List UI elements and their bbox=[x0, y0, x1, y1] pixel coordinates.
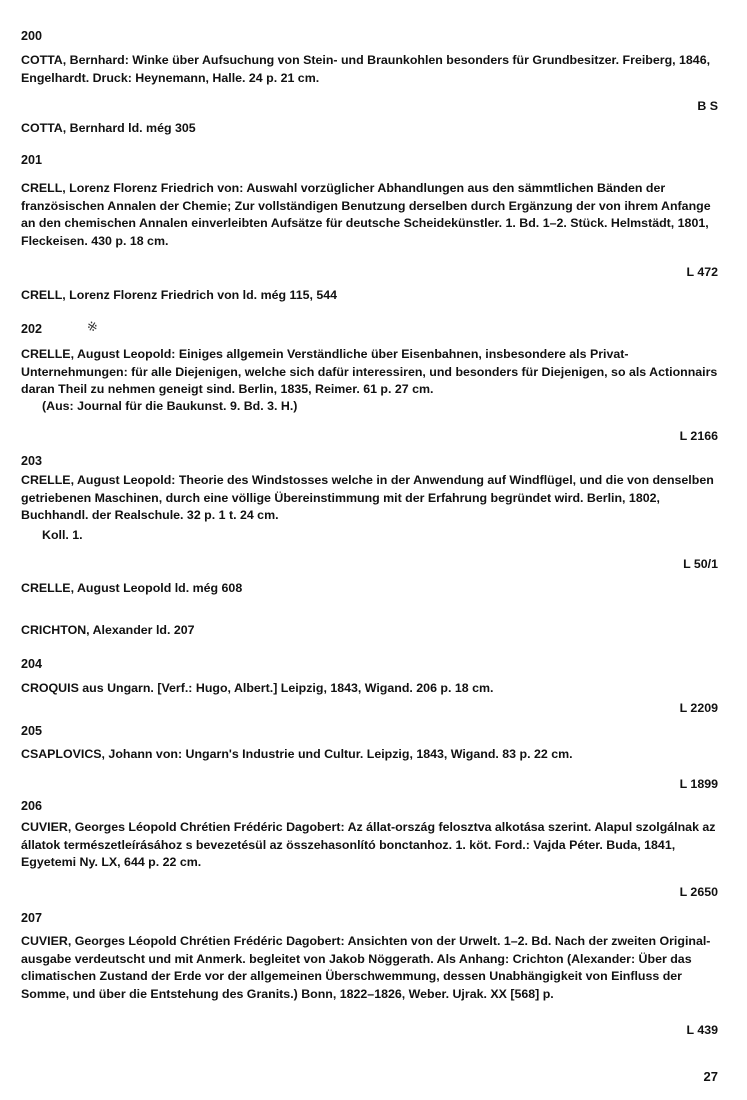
entry-number: 206 bbox=[21, 799, 43, 813]
entry-text: CROQUIS aus Ungarn. [Verf.: Hugo, Albert.] Leipzig, 1843, Wigand. 206 p. 18 cm. bbox=[21, 681, 494, 695]
entry-number: 203 bbox=[21, 454, 43, 468]
shelfmark: L 439 bbox=[686, 1023, 718, 1037]
entry-text: CUVIER, Georges Léopold Chrétien Frédéric Dagobert: Ansichten von der Urwelt. 1–2. Bd. Nach der zweiten Original-ausgabe verdeutscht und mit Anmerk. begleitet von Jakob Nöggerath. Als Anhang: Crichton (Alexander: Über das climatischen Zustand der Erde vor der allgemeinen Überschwemmung, dessen Unabhängigkeit von Einfluss der Somme, und über die Entstehung des Granits.) Bonn, 1822–1826, Weber. Ujrak. XX [568] p. bbox=[21, 934, 711, 1001]
handwritten-mark: ※ bbox=[85, 318, 100, 335]
entry-number: 204 bbox=[21, 657, 43, 671]
shelfmark: L 472 bbox=[686, 265, 718, 279]
entry-text: CUVIER, Georges Léopold Chrétien Frédéric Dagobert: Az állat-ország felosztva alkotása szerint. Alapul szolgálnak az állatok természetleírásához s bevezetésül az összehasonlító bonctanhoz. 1. köt. Ford.: Vajda Péter. Buda, 1841, Egyetemi Ny. LX, 644 p. 22 cm. bbox=[21, 820, 716, 869]
entry-text: COTTA, Bernhard: Winke über Aufsuchung von Stein- und Braunkohlen besonders für Grundbesitzer. Freiberg, 1846, Engelhardt. Druck: Heynemann, Halle. 24 p. 21 cm. bbox=[21, 53, 711, 85]
shelfmark: L 1899 bbox=[679, 777, 718, 791]
cross-reference: COTTA, Bernhard ld. még 305 bbox=[21, 121, 196, 135]
shelfmark: L 50/1 bbox=[683, 557, 718, 571]
shelfmark: L 2209 bbox=[679, 701, 718, 715]
cross-reference: CRELL, Lorenz Florenz Friedrich von ld. még 115, 544 bbox=[21, 288, 338, 302]
cross-reference: CRELLE, August Leopold ld. még 608 bbox=[21, 581, 243, 595]
entry-text: CRELL, Lorenz Florenz Friedrich von: Auswahl vorzüglicher Abhandlungen aus den sämmtlichen Bänden der französischen Annalen der Chemie; Zur vollständigen Benutzung derselben durch Ergänzung der von ihrem Anfange an den chemischen Annalen einverleibten Aufsätze für deutsche Scheidekünstler. 1. Bd. 1–2. Stück. Helmstädt, 1801, Fleckeisen. 430 p. 18 cm. bbox=[21, 181, 711, 248]
entry-number: 207 bbox=[21, 911, 43, 925]
entry-number: 201 bbox=[21, 153, 43, 167]
shelfmark: L 2650 bbox=[679, 885, 718, 899]
shelfmark: B S bbox=[697, 99, 718, 113]
entry-number: 202 bbox=[21, 322, 43, 336]
entry-number: 205 bbox=[21, 724, 43, 738]
shelfmark: L 2166 bbox=[679, 429, 718, 443]
page-number: 27 bbox=[703, 1069, 718, 1084]
entry-note: Koll. 1. bbox=[42, 528, 83, 542]
cross-reference: CRICHTON, Alexander ld. 207 bbox=[21, 623, 195, 637]
entry-text: CRELLE, August Leopold: Theorie des Windstosses welche in der Anwendung auf Windflügel, und die von denselben getriebenen Maschinen, durch eine völlige Übereinstimmung mit der Erfahrung begründet wird. Berlin, 1802, Buchhandl. der Realschule. 32 p. 1 t. 24 cm. bbox=[21, 473, 714, 522]
entry-text: CSAPLOVICS, Johann von: Ungarn's Industrie und Cultur. Leipzig, 1843, Wigand. 83 p. 22 cm. bbox=[21, 747, 573, 761]
entry-text: CRELLE, August Leopold: Einiges allgemein Verständliche über Eisenbahnen, insbesondere als Privat-Unternehmungen: für alle Diejenigen, welche sich dafür interessiren, und besonders für Diejenigen, so als Actionnairs daran Theil zu nehmen geneigt sind. Berlin, 1835, Reimer. 61 p. 27 cm. bbox=[21, 347, 718, 396]
entry-number: 200 bbox=[21, 29, 43, 43]
entry-note: (Aus: Journal für die Baukunst. 9. Bd. 3. H.) bbox=[42, 399, 298, 413]
